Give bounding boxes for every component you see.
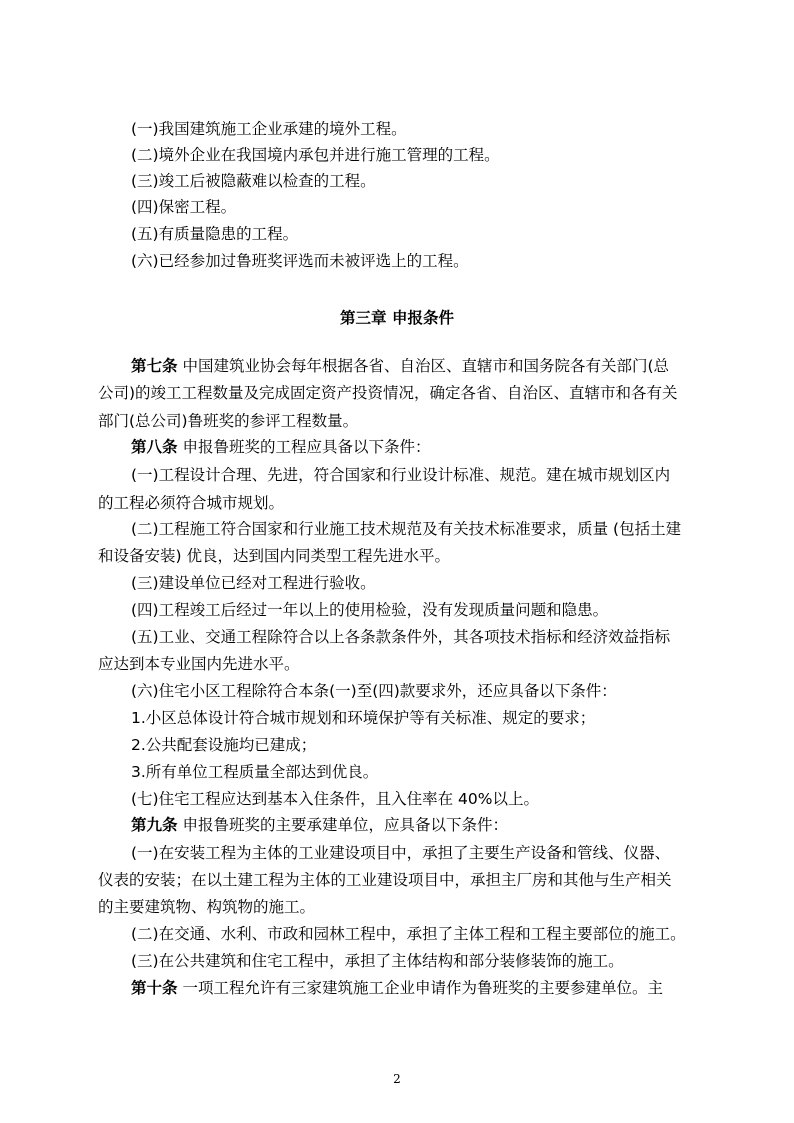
list-item: (一)我国建筑施工企业承建的境外工程。 (131, 120, 407, 138)
sub-item: 2.公共配套设施均已建成； (131, 736, 317, 754)
article-label: 第十条 (131, 979, 178, 997)
article-label: 第七条 (131, 357, 178, 375)
paragraph-line: (七)住宅工程应达到基本入住条件，且入住率在 40%以上。 (131, 790, 539, 808)
paragraph-line: (三)在公共建筑和住宅工程中，承担了主体结构和部分装修装饰的施工。 (131, 952, 624, 970)
list-item: (三)竣工后被隐蔽难以检查的工程。 (131, 172, 376, 190)
paragraph-line: (五)工业、交通工程除符合以上各条款条件外，其各项技术指标和经济效益指标 (131, 628, 671, 646)
paragraph-line: (四)工程竣工后经过一年以上的使用检验，没有发现质量问题和隐患。 (131, 601, 609, 619)
article-9-line (131, 812, 731, 838)
article-text: 中国建筑业协会每年根据各省、自治区、直辖市和国务院各有关部门(总 (177, 357, 669, 375)
article-10-line (131, 975, 731, 1001)
article-8-line (131, 434, 731, 460)
paragraph-line: (二)在交通、水利、市政和园林工程中，承担了主体工程和工程主要部位的施工。 (131, 925, 686, 943)
sub-item: 1.小区总体设计符合城市规划和环境保护等有关标准、规定的要求； (131, 709, 596, 727)
article-text: 一项工程允许有三家建筑施工企业申请作为鲁班奖的主要参建单位。主 (177, 979, 663, 997)
article-label: 第九条 (131, 816, 178, 834)
paragraph-line: 应达到本专业国内先进水平。 (98, 655, 300, 673)
list-item: (四)保密工程。 (131, 198, 237, 216)
article-7-line: 公司)的竣工工程数量及完成固定资产投资情况，确定各省、自治区、直辖市和各有关 (98, 384, 678, 402)
list-item: (六)已经参加过鲁班奖评选而未被评选上的工程。 (131, 252, 469, 270)
paragraph-line: (六)住宅小区工程除符合本条(一)至(四)款要求外，还应具备以下条件： (131, 682, 617, 700)
paragraph-line: (二)工程施工符合国家和行业施工技术规范及有关技术标准要求，质量 (包括土建 (131, 520, 682, 538)
paragraph-line: 的主要建筑物、构筑物的施工。 (98, 898, 316, 916)
list-item: (二)境外企业在我国境内承包并进行施工管理的工程。 (131, 146, 500, 164)
article-7-line (131, 353, 731, 379)
paragraph-line: (三)建设单位已经对工程进行验收。 (131, 574, 376, 592)
paragraph-line: 的工程必须符合城市规划。 (98, 494, 285, 512)
paragraph-line: 和设备安装) 优良，达到国内同类型工程先进水平。 (98, 547, 450, 565)
paragraph-line: (一)工程设计合理、先进，符合国家和行业设计标准、规范。建在城市规划区内 (131, 466, 671, 484)
paragraph-line: 仪表的安装；在以土建工程为主体的工业建设项目中，承担主厂房和其他与生产相关 (98, 871, 672, 889)
page-number: 2 (393, 1072, 401, 1086)
article-text: 申报鲁班奖的主要承建单位，应具备以下条件： (177, 816, 508, 834)
article-text: 申报鲁班奖的工程应具备以下条件： (177, 438, 431, 456)
chapter-title: 第三章 申报条件 (340, 309, 454, 327)
paragraph-line: (一)在安装工程为主体的工业建设项目中，承担了主要生产设备和管线、仪器、 (131, 844, 671, 862)
article-7-line: 部门(总公司)鲁班奖的参评工程数量。 (98, 412, 359, 430)
sub-item: 3.所有单位工程质量全部达到优良。 (131, 763, 379, 781)
article-label: 第八条 (131, 438, 178, 456)
list-item: (五)有质量隐患的工程。 (131, 225, 299, 243)
